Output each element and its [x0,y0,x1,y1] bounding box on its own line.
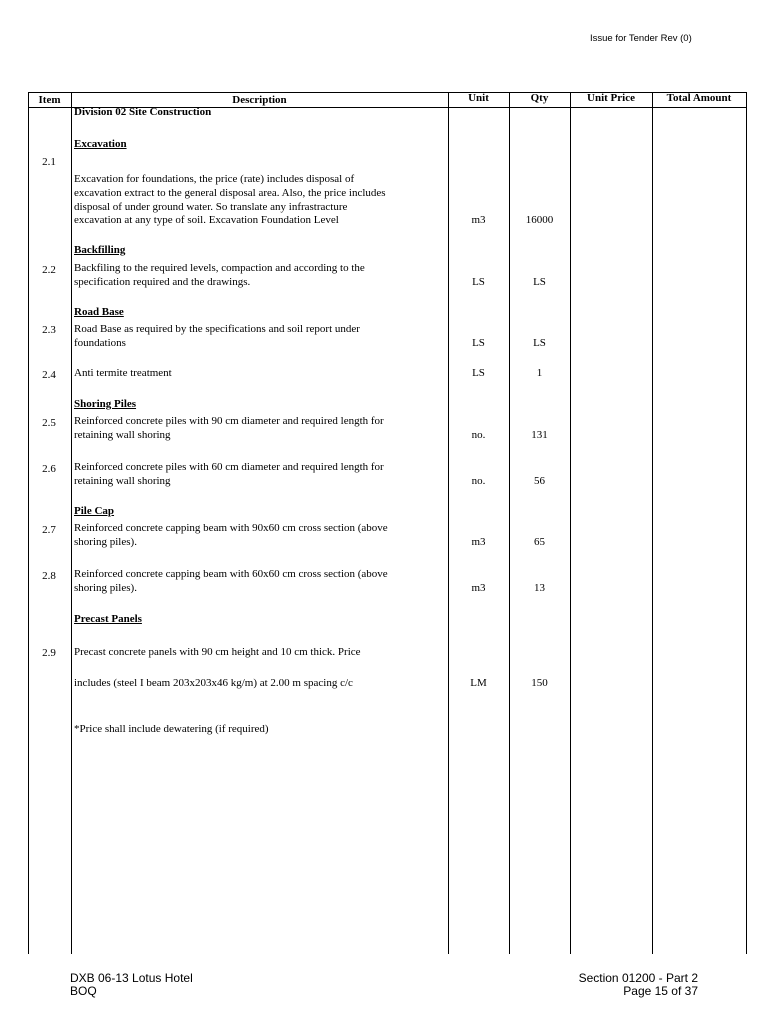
item-description-line: excavation at any type of soil. Excavation Foundation Level [74,214,339,226]
item-qty: 131 [531,429,548,441]
item-qty: 1 [536,367,543,379]
item-number: 2.6 [42,463,56,475]
item-number: 2.5 [42,417,56,429]
item-header-underline [28,107,71,108]
item-description-line: Excavation for foundations, the price (rate) includes disposal of [74,173,355,185]
item-description-line: includes (steel I beam 203x203x46 kg/m) at 2.00 m spacing c/c [74,677,353,689]
section-heading-precast-panels: Precast Panels [74,613,142,625]
item-description-line: Reinforced concrete capping beam with 60x60 cm cross section (above [74,568,388,580]
item-number: 2.7 [42,524,56,536]
item-qty: 65 [534,536,545,548]
footer-left [70,972,193,998]
item-qty: 150 [531,677,548,689]
division-title: Division 02 Site Construction [74,106,212,118]
item-qty: LS [533,337,546,349]
section-heading-backfilling: Backfilling [74,244,126,256]
section-heading-pile-cap: Pile Cap [74,505,115,517]
section-heading-road-base: Road Base [74,306,124,318]
col-header-unit-price: Unit Price [587,92,635,104]
item-description-line: Reinforced concrete piles with 60 cm diameter and required length for [74,461,384,473]
item-description-line: specification required and the drawings. [74,276,251,288]
item-description-line: Reinforced concrete piles with 90 cm diameter and required length for [74,415,384,427]
item-unit: m3 [471,582,486,594]
item-description-line: shoring piles). [74,536,137,548]
item-number: 2.2 [42,264,56,276]
item-number: 2.9 [42,647,56,659]
col-divider [652,92,653,954]
col-header-unit: Unit [468,92,489,104]
item-description-line: retaining wall shoring [74,475,171,487]
col-divider [570,92,571,954]
item-number: 2.1 [42,156,56,168]
item-qty: 56 [534,475,545,487]
col-header-total-amount: Total Amount [666,92,732,104]
col-divider [28,92,29,954]
item-unit: LS [472,367,485,379]
item-description-line: Reinforced concrete capping beam with 90x60 cm cross section (above [74,522,388,534]
item-description-line: foundations [74,337,126,349]
item-unit: no. [471,429,486,441]
item-unit: no. [471,475,486,487]
footer-page: Page 15 of 37 [623,984,698,998]
col-header-qty: Qty [530,92,549,104]
item-unit: m3 [471,214,486,226]
item-description-line: retaining wall shoring [74,429,171,441]
item-unit: LM [470,677,487,689]
col-header-item: Item [38,94,61,106]
item-description-line: Backfiling to the required levels, compaction and according to the [74,262,365,274]
issue-label: Issue for Tender Rev (0) [590,33,692,44]
item-number: 2.8 [42,570,56,582]
footer-project: DXB 06-13 Lotus Hotel [70,971,193,985]
item-number: 2.3 [42,324,56,336]
footer-right [579,972,698,998]
item-qty: 16000 [525,214,554,226]
item-description-line: Anti termite treatment [74,367,172,379]
item-unit: m3 [471,536,486,548]
footer-section: Section 01200 - Part 2 [578,971,698,985]
section-heading-excavation: Excavation [74,138,127,150]
item-unit: LS [472,276,485,288]
item-description-line: disposal of under ground water. So translate any infrastracture [74,201,348,213]
item-description-line: Precast concrete panels with 90 cm height and 10 cm thick. Price [74,646,361,658]
item-description-line: excavation extract to the general disposal area. Also, the price includes [74,187,386,199]
col-divider [71,92,72,954]
dewatering-note: *Price shall include dewatering (if required) [74,723,269,735]
footer-doc: BOQ [70,984,97,998]
item-description-line: shoring piles). [74,582,137,594]
item-qty: LS [533,276,546,288]
section-heading-shoring-piles: Shoring Piles [74,398,137,410]
cols-header-underline [448,107,747,108]
item-number: 2.4 [42,369,56,381]
item-qty: 13 [534,582,545,594]
col-divider [746,92,747,954]
col-header-description: Description [232,94,287,106]
item-unit: LS [472,337,485,349]
item-description-line: Road Base as required by the specifications and soil report under [74,323,360,335]
